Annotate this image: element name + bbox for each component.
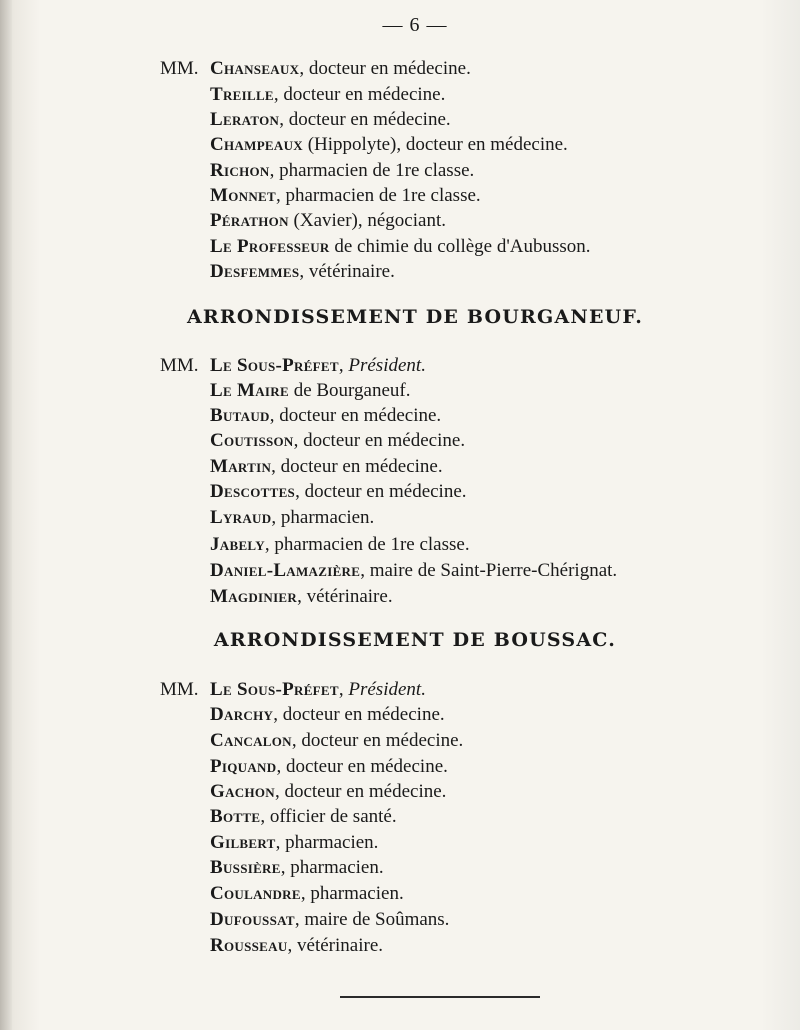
entry-name: Gachon <box>210 781 275 802</box>
entry-description: , docteur en médecine. <box>274 781 447 802</box>
entry-description: , docteur en médecine. <box>295 481 467 502</box>
entry-description: de chimie du collège d'Aubusson. <box>329 236 591 257</box>
entry-description: , pharmacien. <box>280 857 384 878</box>
entry-name: Le Professeur <box>210 236 330 257</box>
entry-description: , <box>338 355 349 376</box>
entry-name: Champeaux <box>210 134 303 155</box>
entry-name: Bussière <box>210 857 281 878</box>
entry-prefix: MM. <box>160 355 199 376</box>
entry-name: Gilbert <box>210 832 276 853</box>
entry-description: (Hippolyte), docteur en médecine. <box>302 134 568 155</box>
entry-description: , pharmacien. <box>275 832 379 853</box>
entry-name: Rousseau <box>210 935 288 956</box>
entry-name: Chanseaux <box>210 58 300 79</box>
entry-name: Pérathon <box>210 210 289 231</box>
entry-name: Desfemmes <box>210 261 300 282</box>
entry-name: Descottes <box>210 481 296 502</box>
entry-description: , docteur en médecine. <box>293 430 466 451</box>
entry-description: , docteur en médecine. <box>273 704 445 725</box>
entry-description: , pharmacien. <box>300 883 404 904</box>
entry-description: , pharmacien de 1re classe. <box>264 534 470 555</box>
entry-name: Piquand <box>210 756 277 777</box>
entry-name: Dufoussat <box>210 909 295 930</box>
section-heading: ARRONDISSEMENT DE BOURGANEUF. <box>186 306 644 328</box>
entry-description: , docteur en médecine. <box>279 109 451 130</box>
entry-description: , pharmacien de 1re classe. <box>275 185 481 206</box>
entry-description: , vétérinaire. <box>297 586 393 607</box>
entry-name: Leraton <box>210 109 280 130</box>
entry-prefix: MM. <box>160 679 199 700</box>
entry-name: Monnet <box>210 185 276 206</box>
entry-description: , officier de santé. <box>260 806 397 827</box>
entry-description: (Xavier), négociant. <box>288 210 446 231</box>
entry-name: Martin <box>210 456 272 477</box>
entry-name: Le Sous-Préfet <box>210 679 339 700</box>
bottom-rule <box>340 996 540 998</box>
entry-name: Botte <box>210 806 261 827</box>
entry-role: Président. <box>348 355 426 376</box>
page-number: — 6 — <box>382 14 448 36</box>
entry-description: , docteur en médecine. <box>273 84 446 105</box>
entry-name: Jabely <box>210 534 265 555</box>
entry-description: , docteur en médecine. <box>291 730 464 751</box>
entry-description: , docteur en médecine. <box>276 756 448 777</box>
entry-description: , pharmacien de 1re classe. <box>269 160 475 181</box>
entry-description: , docteur en médecine. <box>299 58 471 79</box>
entry-description: , vétérinaire. <box>287 935 384 956</box>
entry-name: Le Maire <box>210 380 289 401</box>
entry-description: , vétérinaire. <box>299 261 395 282</box>
entry-name: Lyraud <box>210 507 272 528</box>
entry-prefix: MM. <box>160 58 199 79</box>
entry-name: Treille <box>210 84 274 105</box>
entry-description: , maire de Saint-Pierre-Chérignat. <box>360 560 618 581</box>
entry-name: Magdinier <box>210 586 298 607</box>
book-spine-shadow <box>0 0 12 1030</box>
entry-role: Président. <box>348 679 426 700</box>
entry-name: Coulandre <box>210 883 301 904</box>
entry-name: Coutisson <box>210 430 294 451</box>
entry-name: Darchy <box>210 704 274 725</box>
entry-name: Butaud <box>210 405 270 426</box>
entry-description: , docteur en médecine. <box>269 405 442 426</box>
entry-description: , pharmacien. <box>271 507 375 528</box>
entry-description: de Bourganeuf. <box>288 380 411 401</box>
entry-description: , <box>338 679 349 700</box>
entry-description: , maire de Soûmans. <box>294 909 450 930</box>
entry-name: Richon <box>210 160 270 181</box>
entry-name: Cancalon <box>210 730 292 751</box>
section-heading: ARRONDISSEMENT DE BOUSSAC. <box>213 629 617 651</box>
entry-name: Le Sous-Préfet <box>210 355 339 376</box>
entry-name: Daniel-Lamazière <box>210 560 361 581</box>
entry-description: , docteur en médecine. <box>271 456 443 477</box>
